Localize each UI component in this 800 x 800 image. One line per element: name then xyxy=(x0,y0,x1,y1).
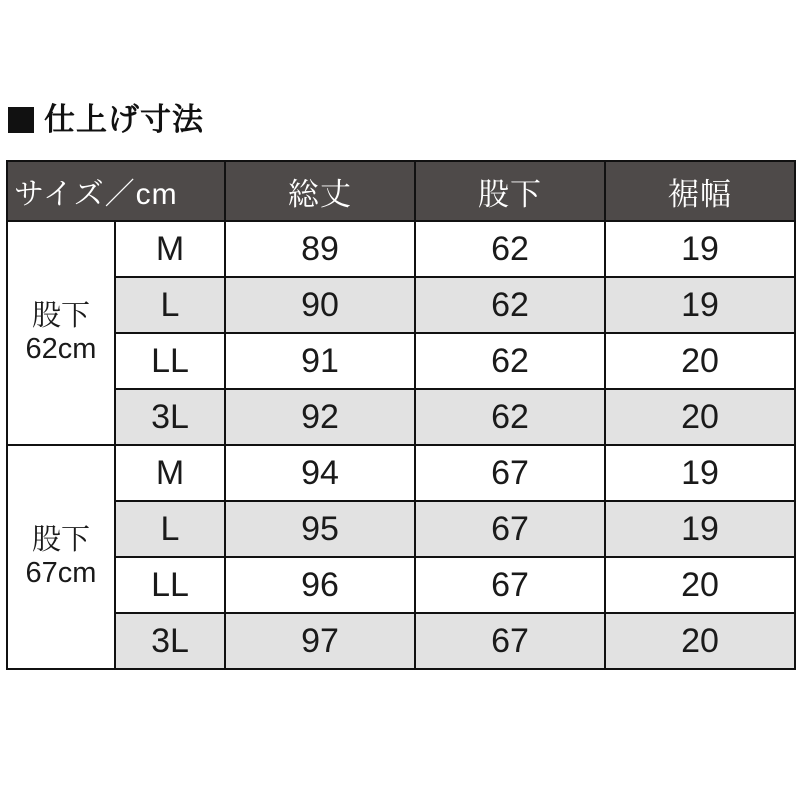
cell-hem-width: 19 xyxy=(605,221,795,277)
cell-hem-width: 19 xyxy=(605,277,795,333)
size-table-container xyxy=(6,160,794,670)
table-header xyxy=(7,161,795,221)
cell-hem-width: 20 xyxy=(605,557,795,613)
column-header-hem-width: 裾幅 xyxy=(605,161,795,221)
cell-inseam: 62 xyxy=(415,389,605,445)
cell-inseam: 62 xyxy=(415,333,605,389)
cell-inseam: 62 xyxy=(415,221,605,277)
table-body xyxy=(7,221,795,669)
cell-hem-width: 20 xyxy=(605,389,795,445)
cell-total-length: 89 xyxy=(225,221,415,277)
cell-size: M xyxy=(115,445,225,501)
finished-dimensions-table xyxy=(6,160,796,670)
cell-inseam: 62 xyxy=(415,277,605,333)
row-group-label-line2: 62cm xyxy=(25,333,97,365)
cell-inseam: 67 xyxy=(415,445,605,501)
cell-hem-width: 19 xyxy=(605,445,795,501)
cell-total-length: 97 xyxy=(225,613,415,669)
table-row xyxy=(7,445,795,501)
black-square-bullet-icon xyxy=(8,107,34,133)
table-row xyxy=(7,501,795,557)
column-header-inseam: 股下 xyxy=(415,161,605,221)
cell-size: L xyxy=(115,501,225,557)
section-heading-label: 仕上げ寸法 xyxy=(44,102,204,137)
cell-total-length: 91 xyxy=(225,333,415,389)
cell-total-length: 96 xyxy=(225,557,415,613)
cell-size: 3L xyxy=(115,613,225,669)
cell-hem-width: 20 xyxy=(605,333,795,389)
column-header-size: サイズ／cm xyxy=(7,161,225,221)
cell-size: LL xyxy=(115,557,225,613)
cell-inseam: 67 xyxy=(415,501,605,557)
row-group-label-inseam-62 xyxy=(7,221,115,445)
cell-size: LL xyxy=(115,333,225,389)
cell-total-length: 92 xyxy=(225,389,415,445)
cell-total-length: 94 xyxy=(225,445,415,501)
table-row xyxy=(7,221,795,277)
cell-inseam: 67 xyxy=(415,557,605,613)
cell-total-length: 90 xyxy=(225,277,415,333)
table-row xyxy=(7,613,795,669)
cell-total-length: 95 xyxy=(225,501,415,557)
cell-hem-width: 19 xyxy=(605,501,795,557)
column-header-total-length: 総丈 xyxy=(225,161,415,221)
table-row xyxy=(7,277,795,333)
table-row xyxy=(7,333,795,389)
row-group-label-line2: 67cm xyxy=(25,557,97,589)
table-row xyxy=(7,557,795,613)
row-group-label-line1: 股下 xyxy=(31,299,90,332)
row-group-label-line1: 股下 xyxy=(31,523,90,556)
cell-size: M xyxy=(115,221,225,277)
cell-hem-width: 20 xyxy=(605,613,795,669)
row-group-label-inseam-67 xyxy=(7,445,115,669)
cell-size: 3L xyxy=(115,389,225,445)
cell-inseam: 67 xyxy=(415,613,605,669)
table-header-row xyxy=(7,161,795,221)
section-heading xyxy=(8,104,204,135)
table-row xyxy=(7,389,795,445)
cell-size: L xyxy=(115,277,225,333)
